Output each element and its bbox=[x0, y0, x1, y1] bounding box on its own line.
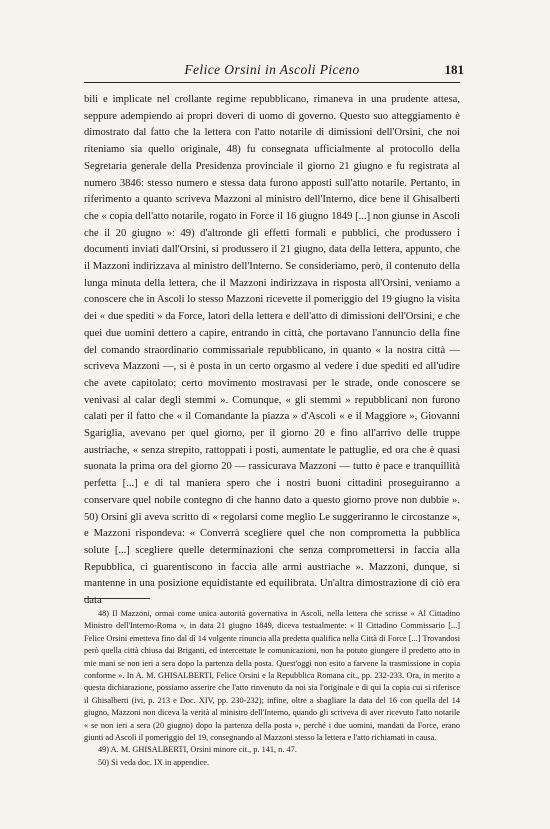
running-title: Felice Orsini in Ascoli Piceno bbox=[184, 62, 360, 77]
footnote-separator bbox=[84, 598, 150, 599]
footnote-48: 48) Il Mazzoni, ormai come unica autorità governativa in Ascoli, nella lettera che scrisse « Al Cittadino Ministro dell'Interno-Roma », in data 21 giugno 1849, diceva testualmente: « Il Cittadino Commissario [...] Felice Orsini emetteva fino dal dì 14 volgente rinuncia alla predetta qualifica nella Città di Force [...] Trovandosi però quella città chiusa dai Briganti, ed intercettate le comunicazioni, non ha potuto giungere il predetto atto in mie mani se non ieri a sera dopo la partenza della posta. Quest'oggi non esito a farvene la trasmissione in copia conforme ». In A. M. GHISALBERTI, Felice Orsini e la Repubblica Romana cit., pp. 232-233. Ora, in merito a questa dichiarazione, possiamo asserire che l'atto rinvenuto da noi sia l'originale e di qui la copia cui si riferisce il Ghisalberti (ivi, p. 213 e Doc. XIV, pp. 230-232); infine, oltre a sbagliare la data del 16 con quella del 14 giugno, Mazzoni non diceva la verità al ministro dell'Interno, quando gli scriveva di aver ricevuto l'atto notarile « se non ieri a sera (20 giugno) dopo la partenza della posta », perché i due uomini, mandati da Force, erano giunti ad Ascoli il pomeriggio del 19, consegnando al Mazzoni stesso la lettera e l'atto richiamati in causa. bbox=[84, 609, 460, 743]
footnote-50: 50) Si veda doc. IX in appendice. bbox=[98, 757, 210, 767]
body-paragraph: bili e implicate nel crollante regime repubblicano, rimaneva in una prudente attesa, seppure adempiendo ai propri doveri di uomo di governo. Questo suo atteggiamento è dimostrato dal fatto che la lettera con l'atto notarile di dimissioni dell'Orsini, che noi riteniamo sia quello originale, 48) fu consegnata ufficialmente al protocollo della Segretaria generale della Presidenza provinciale il giorno 21 giugno e fu registrata al numero 3846: stesso numero e stessa data furono apposti sull'atto notarile. Pertanto, in riferimento a quanto scriveva Mazzoni al ministro dell'Interno, dice bene il Ghisalberti che « copia dell'atto notarile, rogato in Force il 16 giugno 1849 [...] non giunse in Ascoli che il 20 giugno »: 49) d'altronde gli effetti formali e pubblici, che produssero i documenti inviati dall'Orsini, si produssero il 21 giugno, data della lettera, appunto, che il Mazzoni indirizzava al ministro dell'Interno. Se consideriamo, però, il contenuto della lunga minuta della lettera, che il Mazzoni indirizzava in risposta all'Orsini, veniamo a conoscere che in Ascoli lo stesso Mazzoni ricevette il pomeriggio del 19 giugno la visita dei « due spediti » da Force, latori della lettera e dell'atto di dimissioni dell'Orsini, e che quei due uomini dettero a capire, entrando in città, che portavano l'annuncio della fine del comando straordinario commissariale repubblicano, in quanto « la nostra città — scriveva Mazzoni —, si è posta in un certo orgasmo al vedere i due spediti ed all'udire che avete capitolato; certo movimento mostravasi per le strade, onde conoscere se venivasi al calar degli stemmi ». Comunque, « gli stemmi » repubblicani non furono calati per il fatto che « il Comandante la piazza » d'Ascoli « e il Maggiore », Giovanni Sgariglia, avevano per quel giorno, per il giorno 20 e fino all'arrivo delle truppe austriache, « senza strepito, rattoppati i posti, aumentate le pattuglie, ed ora che è quasi suonata la prima ora del giorno 20 — rassicurava Mazzoni — tutto è pace e tranquillità perfetta [...] e di tal maniera spero che i nostri buoni cittadini proseguiranno a conservare quel nobile contegno di che hanno dato a questo giorno prove non dubbie ». 50) Orsini gli aveva scritto di « regolarsi come meglio Le suggeriranno le circostanze », e Mazzoni rispondeva: « Converrà scegliere quel che non comprometta la pubblica solute [...] scegliere quelle determinazioni che senza compromettersi in faccia alla Repubblica, ci guarentiscono in faccia alle armi austriache ». Mazzoni, dunque, si mantenne in una posizione equidistante ed equilibrata. Un'altra dimostrazione di ciò era data bbox=[84, 94, 460, 607]
footnotes bbox=[84, 608, 460, 769]
page-number: 181 bbox=[444, 62, 464, 77]
main-text bbox=[84, 92, 460, 610]
running-header bbox=[84, 62, 464, 83]
footnote-49: 49) A. M. GHISALBERTI, Orsini minore cit., p. 141, n. 47. bbox=[98, 745, 297, 755]
